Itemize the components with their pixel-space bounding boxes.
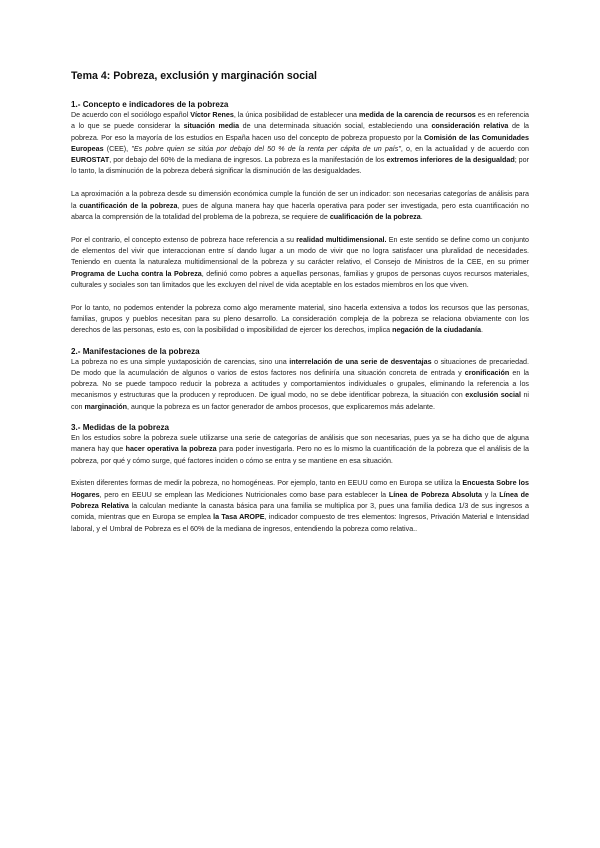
- text-run: de una determinada situación social, estableciendo una: [239, 122, 432, 131]
- text-run: Por lo tanto, no podemos entender la pobreza como algo meramente material, sino hacerla extensiva a todos los recursos que las personas, familias, grupos y pueblos necesitan para su pleno desarrollo. La consideración compleja de la pobreza se relaciona obviamente con los derechos de las personas, esto es, con la posibilidad o imposibilidad de ejercer los derechos, implica: [71, 303, 529, 335]
- text-run: , o, en la actualidad y de acuerdo con: [400, 144, 530, 153]
- text-run: en la pobreza. No se puede tampoco reducir la pobreza a actitudes y comportamientos individuales o grupales, eliminando la referencia a los mecanismos y estructuras que la producen y reproducen. De igual modo, no se debe identificar pobreza, la situación con: [71, 368, 530, 400]
- emphasis-text: Programa de Lucha contra la Pobreza: [71, 269, 202, 278]
- text-run: De acuerdo con el sociólogo español: [71, 111, 191, 119]
- emphasis-text: la Tasa AROPE: [213, 513, 265, 522]
- emphasis-text: extremos inferiores de la desigualdad: [386, 156, 515, 165]
- quote-text: "Es pobre quien se sitúa por debajo del 50 % de la renta per cápita de un país": [131, 144, 401, 153]
- paragraph: [71, 478, 529, 534]
- emphasis-text: cuantificación de la pobreza: [79, 201, 178, 210]
- paragraph: [71, 189, 529, 223]
- text-run: En los estudios sobre la pobreza suele utilizarse una serie de categorías de análisis que son necesarias, pues ya se ha dicho que de alguna manera hay que: [71, 434, 529, 454]
- text-run: , pero en EEUU se emplean las Mediciones Nutricionales como base para establecer la: [99, 490, 389, 499]
- text-run: En este sentido se define como un conjunto de elementos del vivir que interaccionan entre sí dando lugar a un modo de vivir que no logra satisfacer una pluralidad de necesidades. Teniendo en cuenta la naturaleza multidimensional de la pobreza y su carácter relativo, el Consejo de Ministros de la CEE, en su primer: [71, 235, 529, 267]
- emphasis-text: Comisión de las Comunidades Europeas: [71, 133, 529, 153]
- text-run: , definió como pobres a aquellas personas, familias y grupos de personas cuyos recursos materiales, culturales y sociales son tan limitados que les excluyen del nivel de vida aceptable en los estados miembros en los que viven.: [71, 269, 529, 289]
- text-run: ni con: [71, 391, 530, 411]
- emphasis-text: Línea de Pobreza Absoluta: [388, 490, 483, 499]
- text-run: y la: [482, 490, 500, 499]
- text-run: La aproximación a la pobreza desde su dimensión económica cumple la función de ser un indicador: son necesarias categorías de análisis para la: [71, 190, 529, 210]
- emphasis-text: negación de la ciudadanía: [392, 326, 481, 335]
- text-run: es en referencia a lo que se puede considerar la: [71, 111, 530, 131]
- emphasis-text: medida de la carencia de recursos: [359, 111, 476, 119]
- text-run: .: [481, 326, 483, 335]
- emphasis-text: hacer operativa la pobreza: [125, 445, 217, 454]
- text-run: , por debajo del 60% de la mediana de ingresos. La pobreza es la manifestación de los: [109, 156, 387, 165]
- paragraph: [71, 433, 529, 467]
- text-run: o situaciones de precariedad. De modo que la acumulación de algunos o varios de estos factores nos definiría una situación concreta de entrada y: [71, 357, 529, 377]
- text-run: ; por lo tanto, la disminución de la pobreza deberá significar la disminución de las desigualdades.: [71, 156, 530, 176]
- text-run: La pobreza no es una simple yuxtaposición de carencias, sino una: [71, 357, 290, 366]
- emphasis-text: Línea de Pobreza Relativa: [71, 490, 529, 511]
- emphasis-text: EUROSTAT: [71, 156, 110, 165]
- document-title: Tema 4: Pobreza, exclusión y marginación social: [71, 70, 317, 82]
- text-run: .: [420, 212, 423, 221]
- emphasis-text: marginación: [84, 402, 127, 411]
- emphasis-text: realidad multidimensional.: [296, 235, 387, 244]
- emphasis-text: interrelación de una serie de desventajas: [289, 357, 432, 366]
- emphasis-text: consideración relativa: [431, 122, 509, 131]
- section-heading: 3.- Medidas de la pobreza: [71, 423, 170, 433]
- section-3: [71, 423, 529, 535]
- text-run: Existen diferentes formas de medir la pobreza, no homogéneas. Por ejemplo, tanto en EEUU como en Europa se utiliza la: [71, 479, 463, 488]
- paragraph: [71, 357, 529, 413]
- paragraph: [71, 235, 529, 291]
- text-run: la calculan mediante la canasta básica para una familia se multiplica por 3, pues una familia dedica 1/3 de sus ingresos a comida, mientras que en Europa se emplea: [71, 502, 529, 522]
- emphasis-text: Encuesta Sobre los Hogares: [71, 479, 529, 499]
- section-2: [71, 347, 529, 413]
- emphasis-text: Víctor Renes: [190, 111, 234, 119]
- section-heading: 2.- Manifestaciones de la pobreza: [71, 346, 200, 356]
- text-run: (CEE),: [103, 144, 132, 153]
- emphasis-text: cualificación de la pobreza: [329, 212, 421, 221]
- text-run: , pues de alguna manera hay que hacerla operativa para poder ser investigada, pero esta cuantificación no abarca la comprensión de la totalidad del problema de la pobreza, se requiere de: [71, 201, 529, 221]
- emphasis-text: exclusión social: [465, 391, 521, 400]
- document-page: [71, 70, 529, 546]
- text-run: de la pobreza. Por eso la mayoría de los estudios en España hacen uso del concepto de pobreza propuesto por la: [71, 122, 529, 142]
- section-heading: 1.- Concepto e indicadores de la pobreza: [71, 100, 229, 109]
- emphasis-text: cronificación: [464, 368, 510, 377]
- text-run: Por el contrario, el concepto extenso de pobreza hace referencia a su: [71, 235, 297, 244]
- paragraph: [71, 110, 529, 178]
- text-run: , la única posibilidad de establecer una: [233, 111, 360, 119]
- text-run: , indicador compuesto de tres elementos: Ingresos, Privación Material e Intensidad laboral, y el Umbral de Pobreza es el 60% de la mediana de ingresos, entendiendo la pobreza como relativa..: [71, 513, 529, 533]
- emphasis-text: situación media: [183, 122, 240, 131]
- section-1: [71, 100, 529, 337]
- text-run: para poder investigarla. Pero no es lo mismo la cuantificación de la pobreza que el análisis de la pobreza, por qué y cómo surge, qué factores inciden o cómo se entra y se mantiene en esa situación.: [71, 445, 529, 465]
- paragraph: [71, 303, 529, 337]
- text-run: , aunque la pobreza es un factor generador de ambos procesos, que explicaremos más adelante.: [126, 402, 435, 411]
